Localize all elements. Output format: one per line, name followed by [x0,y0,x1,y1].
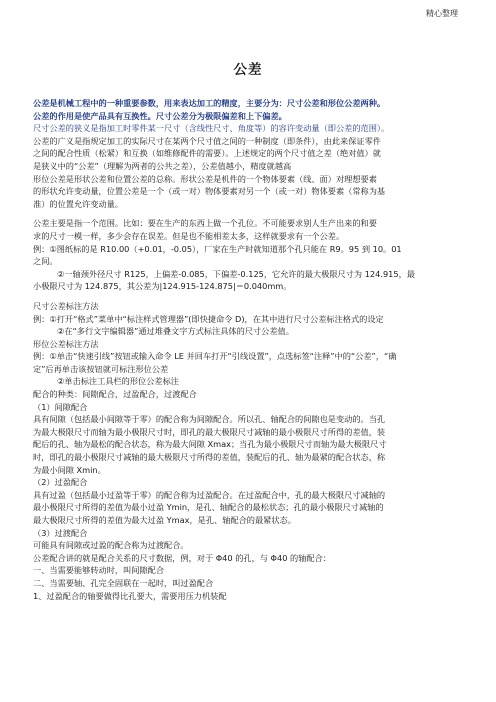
text-line: 定”后再单击该按钮就可标注形位公差 [33,363,169,374]
text-line: 二、当需要轴、孔完全固联在一起时，叫过盈配合 [33,577,214,588]
text-line: 例：①单击“快速引线”按钮或输入命令 LE 并回车打开“引线设置”，点选标签“注释”中的“公差”，“确 [33,351,397,362]
text-line: 公差配合讲的就是配合关系的尺寸数据，例，对于 Φ40 的孔，与 Φ40 的轴配合： [33,552,331,563]
text-line: 是狭义中的“公差”（理解为两者的公共之差），公差值越小，精度就越高 [33,160,292,171]
paragraph-definition [33,97,463,210]
page-header: 精心整理 [426,9,458,18]
paragraph-annotation-methods [33,300,463,401]
text-line: 公差主要是指一个范围。比如：要在生产的东西上做一个孔位。不可能要求别人生产出来的和要 [33,218,377,229]
text-line: 准）的位置允许变动量。 [33,198,124,209]
text-line: 公差的广义是指规定加工的实际尺寸在某两个尺寸值之间的一种制度（即条件），由此来保证零件 [33,135,381,146]
section-heading: （3）过渡配合 [33,527,88,538]
text-line: 配合的种类：间隙配合，过盈配合，过渡配合 [33,389,197,400]
text-line: 小极限尺寸为 124.875，其公差为|124.915-124.875|＝0.040mm。 [33,281,292,292]
text-line: 配后的孔、轴为最松的配合状态，称为最大间隙 Xmax；当孔为最小极限尺寸而轴为最大极限尺寸 [33,439,387,450]
text-line: 最小极限尺寸所得的差值为最小过盈 Ymin，是孔、轴配合的最松状态；孔的最小极限尺寸减轴的 [33,502,384,513]
text-line: 公差是机械工程中的一种重要参数，用来表达加工的精度，主要分为：尺寸公差和形位公差两种。 [33,98,386,108]
text-line: 具有过盈（包括最小过盈等于零）的配合称为过盈配合。在过盈配合中，孔的最大极限尺寸减轴的 [33,489,386,500]
text-line: 形位公差是形状公差和位置公差的总称。形状公差是机件的一个物体要素（线、面）对理想要素 [33,173,377,184]
section-heading: （1）间隙配合 [33,401,88,412]
text-line: ②一轴颈外径尺寸 R125，上偏差-0.085，下偏差-0.125，它允许的最大极限尺寸为 124.915，最 [57,268,415,279]
document-title: 公差 [233,62,263,78]
text-line: 之间的配合性质（松紧）和互换（如维修配件的需要）。上述规定的两个尺寸值之差（绝对值）就 [33,148,381,159]
section-clearance-fit [33,401,463,477]
section-heading: （2）过盈配合 [33,477,88,488]
text-line: 为最大极限尺寸而轴为最小极限尺寸时，即孔的最大极限尺寸减轴的最小极限尺寸所得的差值，装 [33,426,386,437]
text-line: 公差的作用是使产品具有互换性。尺寸公差分为极限偏差和上下偏差。 [33,110,287,121]
text-line: 尺寸公差标注方法 [33,300,99,311]
text-line: ②单击标注工具栏的形位公差标注 [57,376,179,387]
text-line: 具有间隙（包括最小间隙等于零）的配合称为间隙配合。所以孔、轴配合的间隙也是变动的。当孔 [33,414,386,425]
text-line: 求的尺寸一模一样，多少会存在误差。但是也不能相差太多，这样就要求有一个公差。 [33,230,345,241]
text-line: 为最小间隙 Xmin。 [33,464,106,475]
text-line: 尺寸公差的狭义是指加工时零件某一尺寸（含线性尺寸、角度等）的容许变动量（即公差的范围）。 [33,123,390,134]
text-line: 可能具有间隙或过盈的配合称为过渡配合。 [33,540,189,551]
paragraph-range-example [33,217,463,293]
document-body [33,97,463,602]
section-interference-fit [33,476,463,526]
text-line: 1、过盈配合的轴要做得比孔要大，需要用压力机装配 [33,590,227,601]
text-line: 之间。 [33,256,58,267]
text-line: 最大极限尺寸所得的差值为最大过盈 Ymax，是孔、轴配合的最紧状态。 [33,515,296,525]
text-line: 时，即孔的最小极限尺寸减轴的最大极限尺寸所得的差值，装配后的孔、轴为最紧的配合状态，称 [33,452,386,463]
text-line: 的形状允许变动量，位置公差是一个（或一对）物体要素对另一个（或一对）物体要素（常称为基 [33,186,386,197]
text-line: 一、当需要能够转动时，叫间隙配合 [33,565,165,576]
section-transition-fit [33,527,463,603]
text-line: 例：①打开“格式”菜单中“标注样式管理器”(即快捷命令 D)，在其中进行尺寸公差标注格式的设定 [33,313,384,324]
text-line: ②在“多行文字编辑器”通过堆叠文字方式标注具体的尺寸公差值。 [57,326,294,337]
text-line: 例：①图纸标的是 R10.00（+0.01，-0.05），厂家在生产时就知道那个孔只能在 R9。95 到 10。01 [33,243,402,254]
text-line: 形位公差标注方法 [33,338,99,349]
